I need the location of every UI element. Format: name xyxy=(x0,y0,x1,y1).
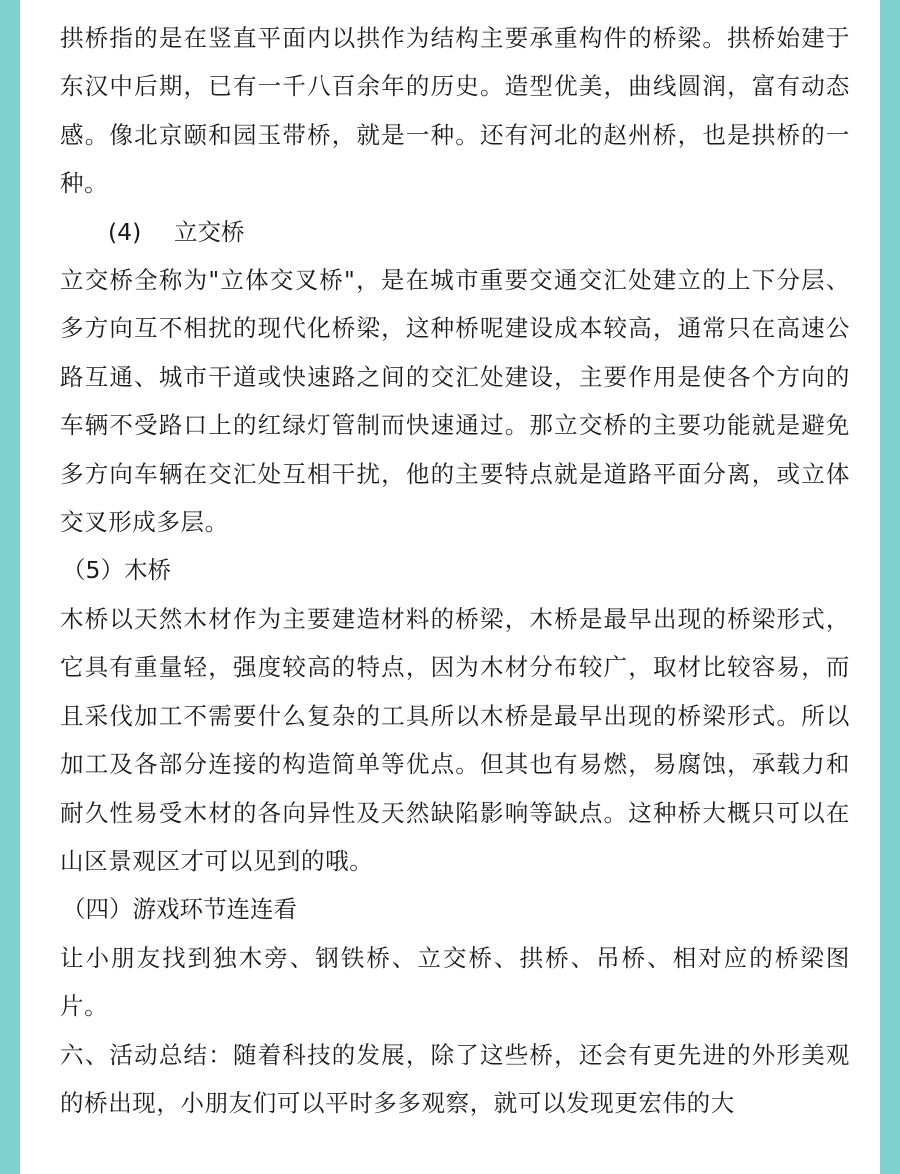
heading-matching-game: （四）游戏环节连连看 xyxy=(62,895,297,924)
paragraph-arch-bridge: 拱桥指的是在竖直平面内以拱作为结构主要承重构件的桥梁。拱桥始建于东汉中后期，已有一千八百余年的历史。造型优美，曲线圆润，富有动态感。像北京颐和园玉带桥，就是一种。还有河北的赵州桥，也是拱桥的一种。 xyxy=(60,24,850,198)
heading-interchange-bridge xyxy=(60,208,850,256)
heading-wooden-bridge: （5）木桥 xyxy=(62,556,171,585)
heading-number: (4) xyxy=(108,217,142,246)
paragraph-interchange-bridge: 立交桥全称为"立体交叉桥"，是在城市重要交通交汇处建立的上下分层、多方向互不相扰的现代化桥梁，这种桥呢建设成本较高，通常只在高速公路互通、城市干道或快速路之间的交汇处建设，主要作用是使各个方向的车辆不受路口上的红绿灯管制而快速通过。那立交桥的主要功能就是避免多方向车辆在交汇处互相干扰，他的主要特点就是道路平面分离，或立体交叉形成多层。 xyxy=(60,266,850,537)
paragraph-matching-game: 让小朋友找到独木旁、钢铁桥、立交桥、拱桥、吊桥、相对应的桥梁图片。 xyxy=(60,943,850,1021)
heading-title: 立交桥 xyxy=(174,217,245,246)
document-page xyxy=(20,0,880,1174)
document-content xyxy=(60,14,850,1127)
paragraph-wooden-bridge: 木桥以天然木材作为主要建造材料的桥梁，木桥是最早出现的桥梁形式，它具有重量轻，强度较高的特点，因为木材分布较广，取材比较容易，而且采伐加工不需要什么复杂的工具所以木桥是最早出现的桥梁形式。所以加工及各部分连接的构造简单等优点。但其也有易燃，易腐蚀，承载力和耐久性易受木材的各向异性及天然缺陷影响等缺点。这种桥大概只可以在山区景观区才可以见到的哦。 xyxy=(60,604,850,875)
paragraph-activity-summary: 六、活动总结：随着科技的发展，除了这些桥，还会有更先进的外形美观的桥出现，小朋友们可以平时多多观察，就可以发现更宏伟的大 xyxy=(60,1040,850,1117)
